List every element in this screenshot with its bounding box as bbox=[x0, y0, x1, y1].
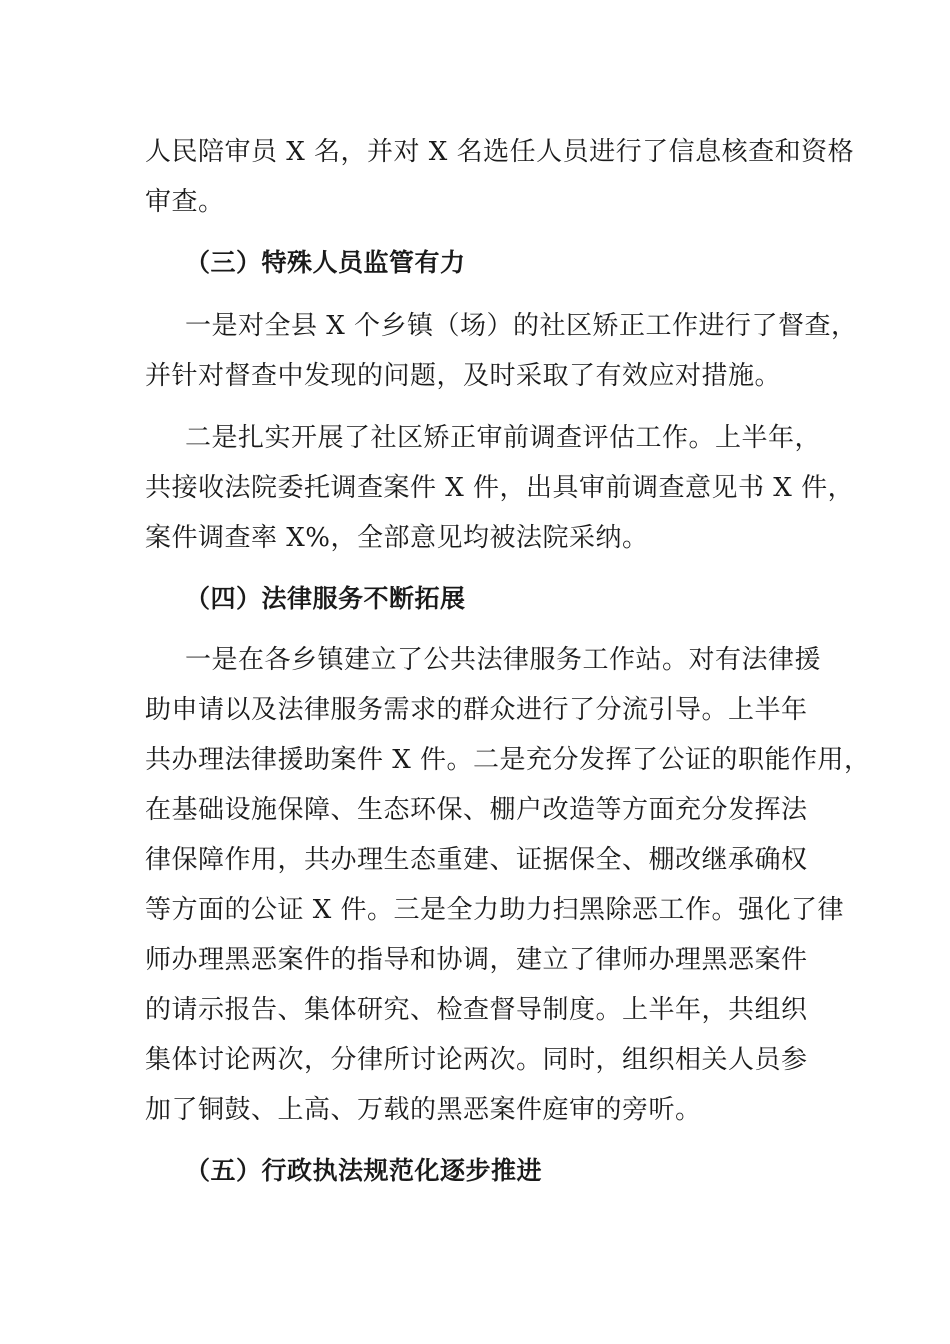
section-heading-4: （四）法律服务不断拓展 bbox=[185, 584, 466, 613]
paragraph-line: 一是在各乡镇建立了公共法律服务工作站。对有法律援 bbox=[185, 645, 822, 675]
paragraph-line: 等方面的公证 X 件。三是全力助力扫黑除恶工作。强化了律 bbox=[145, 895, 845, 925]
paragraph-line: 审查。 bbox=[145, 187, 225, 217]
paragraph-line: 在基础设施保障、生态环保、棚户改造等方面充分发挥法 bbox=[145, 795, 808, 825]
paragraph-line: 加了铜鼓、上高、万载的黑恶案件庭审的旁听。 bbox=[145, 1095, 702, 1125]
paragraph-line: 律保障作用，共办理生态重建、证据保全、棚改继承确权 bbox=[145, 845, 808, 875]
paragraph-line: 二是扎实开展了社区矫正审前调查评估工作。上半年， bbox=[185, 423, 822, 453]
section-heading-3: （三）特殊人员监管有力 bbox=[185, 248, 466, 277]
section-heading-5: （五）行政执法规范化逐步推进 bbox=[185, 1156, 543, 1185]
paragraph-line: 的请示报告、集体研究、检查督导制度。上半年，共组织 bbox=[145, 995, 808, 1025]
paragraph-line: 并针对督查中发现的问题，及时采取了有效应对措施。 bbox=[145, 361, 782, 391]
paragraph-line: 共接收法院委托调查案件 X 件，出具审前调查意见书 X 件， bbox=[145, 473, 855, 503]
paragraph-line: 集体讨论两次，分律所讨论两次。同时，组织相关人员参 bbox=[145, 1045, 808, 1075]
paragraph-line: 师办理黑恶案件的指导和协调，建立了律师办理黑恶案件 bbox=[145, 945, 808, 975]
paragraph-line: 共办理法律援助案件 X 件。二是充分发挥了公证的职能作用， bbox=[145, 745, 871, 775]
paragraph-line: 助申请以及法律服务需求的群众进行了分流引导。上半年 bbox=[145, 695, 808, 725]
paragraph-line: 一是对全县 X 个乡镇（场）的社区矫正工作进行了督查， bbox=[185, 311, 858, 341]
paragraph-line: 人民陪审员 X 名，并对 X 名选任人员进行了信息核查和资格 bbox=[145, 137, 855, 167]
paragraph-line: 案件调查率 X%，全部意见均被法院采纳。 bbox=[145, 523, 649, 553]
